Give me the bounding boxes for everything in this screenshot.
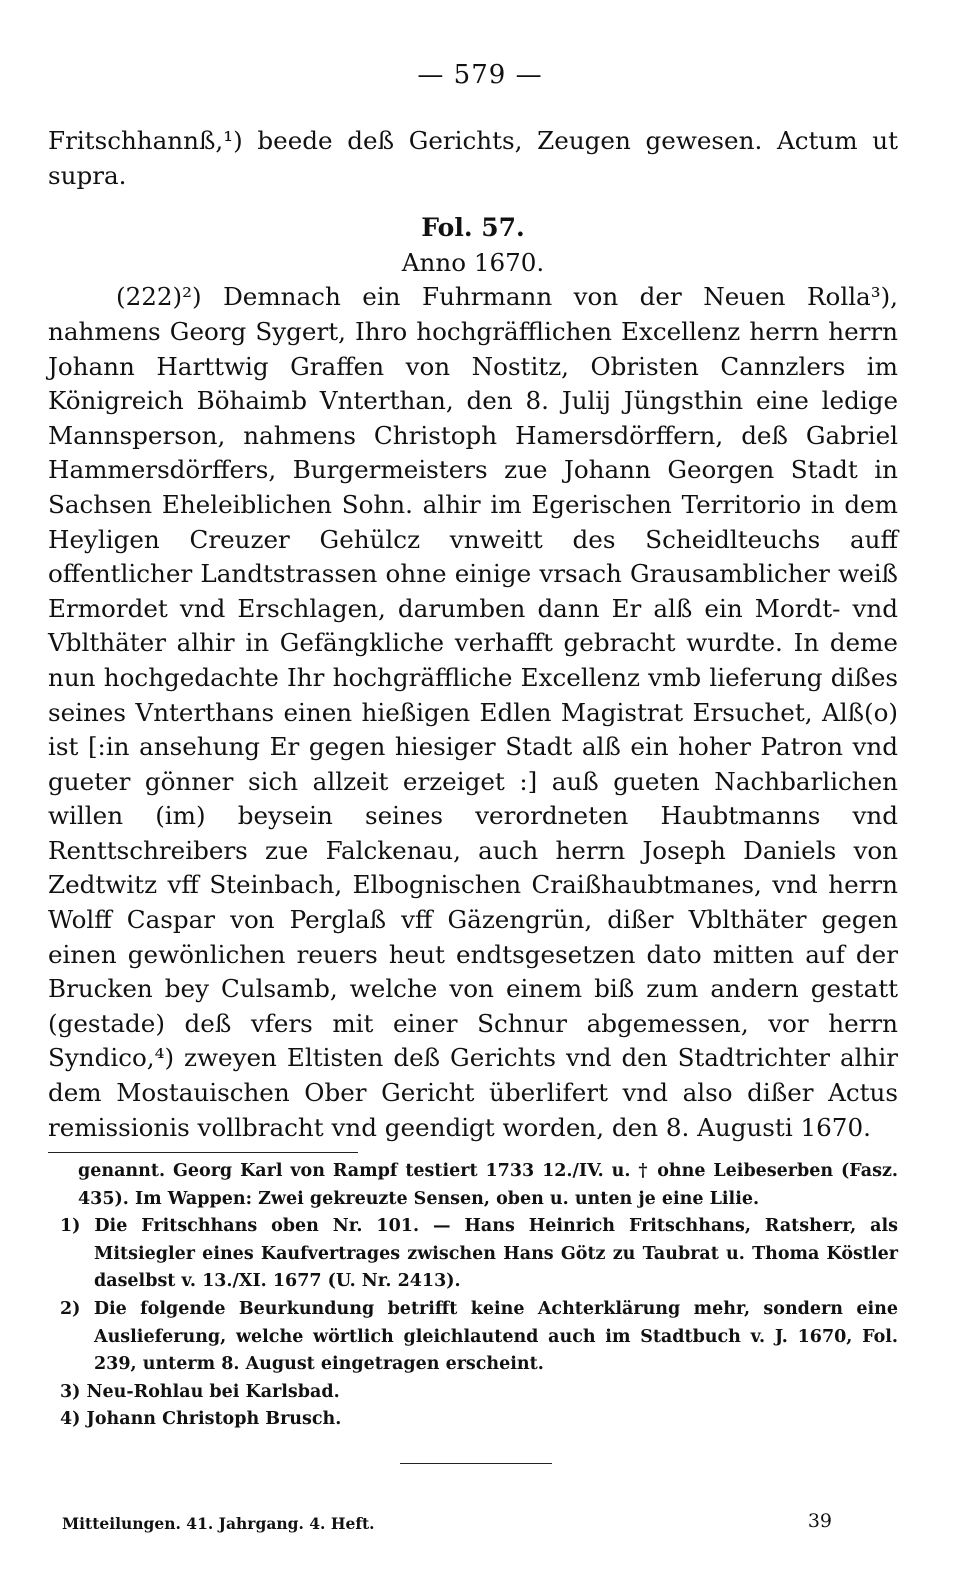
footnotes bbox=[60, 1158, 898, 1434]
main-text bbox=[48, 124, 898, 1145]
footnote-continuation: genannt. Georg Karl von Rampf testiert 1733 12./IV. u. † ohne Leibeserben (Fasz. 435). Im Wappen: Zwei gekreuzte Sensen, oben u. unten je eine Lilie. bbox=[78, 1161, 898, 1209]
folio-heading: Fol. 57. bbox=[421, 213, 525, 243]
paragraph-continuation: Fritschhannß,¹) beede deß Gerichts, Zeugen gewesen. Actum ut supra. bbox=[48, 126, 898, 190]
footnote-1: 1) Die Fritschhans oben Nr. 101. — Hans Heinrich Fritschhans, Ratsherr, als Mitsiegler eines Kaufvertrages zwischen Hans Götz zu Taubrat u. Thoma Köstler daselbst v. 13./XI. 1677 (U. Nr. 2413). bbox=[60, 1216, 898, 1292]
page-number-header: — 579 — bbox=[417, 60, 543, 90]
footnotes-end-divider bbox=[400, 1463, 552, 1464]
document-222-paragraph: (222)²) Demnach ein Fuhrmann von der Neuen Rolla³), nahmens Georg Sygert, Ihro hochgräfflichen Excellenz herrn herrn Johann Harttwig Graffen von Nostitz, Obristen Cannzlers im Königreich Böhaimb Vnterthan, den 8. Julij Jüngsthin eine ledige Mannsperson, nahmens Christoph Hamersdörffern, deß Gabriel Hammersdörffers, Burgermeisters zue Johann Georgen Stadt in Sachsen Eheleiblichen Sohn. alhir im Egerischen Territorio in dem Heyligen Creuzer Gehülcz vnweitt des Scheidlteuchs auff offentlicher Landtstrassen ohne einige vrsach Grausamblicher weiß Ermordet vnd Erschlagen, darumben dann Er alß ein Mordt- vnd Vblthäter alhir in Gefängkliche verhafft gebracht wurdte. In deme nun hochgedachte Ihr hochgräffliche Excellenz vmb lieferung dißes seines Vnterthans einen hießigen Edlen Magistrat Ersuchet, Alß(o) ist [:in ansehung Er gegen hiesiger Stadt alß ein hoher Patron vnd gueter gönner sich allzeit erzeiget :] auß gueten Nachbarlichen willen (im) beysein seines verordneten Haubtmanns vnd Renttschreibers zue Falckenau, auch herrn Joseph Daniels von Zedtwitz vff Steinbach, Elbognischen Craißhaubtmanes, vnd herrn Wolff Caspar von Perglaß vff Gäzengrün, dißer Vblthäter gegen einen gewönlichen reuers heut endtsgesetzen dato mitten auf der Brucken bey Culsamb, welche von einem biß zum andern gestatt (gestade) deß vfers mit einer Schnur abgemessen, vor herrn Syndico,⁴) zweyen Eltisten deß Gerichts vnd den Stadtrichter alhir dem Mostauischen Ober Gericht überlifert vnd also dißer Actus remissionis vollbracht vnd geendigt worden, den 8. Augusti 1670. bbox=[48, 282, 898, 1142]
footnote-3: 3) Neu-Rohlau bei Karlsbad. bbox=[60, 1381, 340, 1402]
year-heading: Anno 1670. bbox=[401, 247, 545, 277]
journal-signature: Mitteilungen. 41. Jahrgang. 4. Heft. bbox=[62, 1514, 375, 1533]
sheet-number: 39 bbox=[807, 1510, 832, 1532]
footnote-4: 4) Johann Christoph Brusch. bbox=[60, 1409, 342, 1430]
footnote-divider bbox=[48, 1152, 358, 1153]
footnote-2: 2) Die folgende Beurkundung betrifft keine Achterklärung mehr, sondern eine Auslieferung, welche wörtlich gleichlautend auch im Stadtbuch v. J. 1670, Fol. 239, unterm 8. August eingetragen erscheint. bbox=[60, 1298, 898, 1375]
